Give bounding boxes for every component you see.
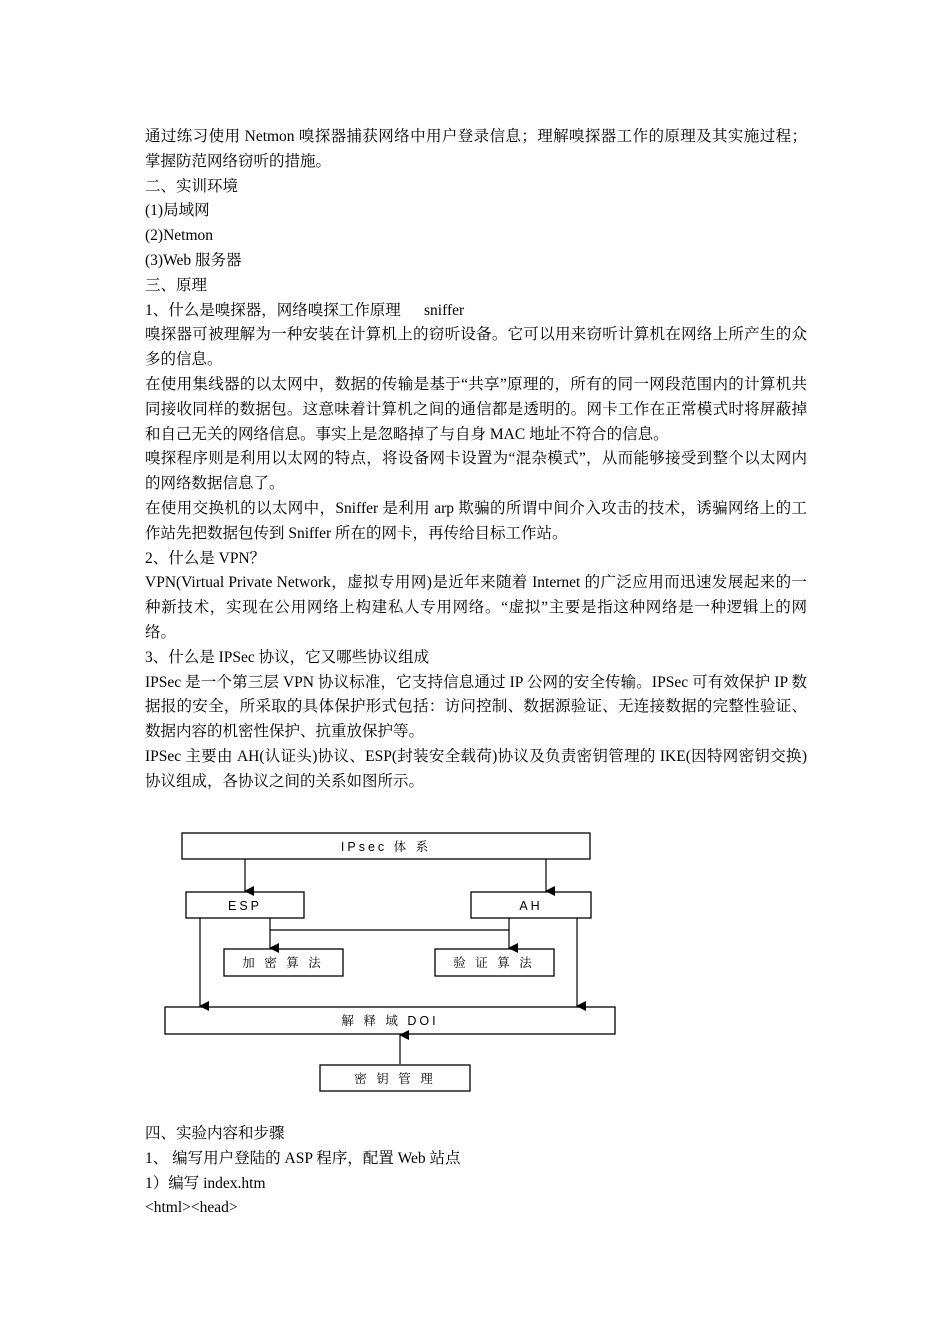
q3-paragraph-2: IPSec 主要由 AH(认证头)协议、ESP(封装安全载荷)协议及负责密钥管理的 IKE(因特网密钥交换)协议组成，各协议之间的关系如图所示。 [145,747,807,790]
section4 [145,1122,807,1221]
ipsec-diagram [145,826,625,1096]
svg-text:验 证 算 法: 验 证 算 法 [453,956,535,970]
intro-paragraph: 通过练习使用 Netmon 嗅探器捕获网络中用户登录信息；理解嗅探器工作的原理及其实施过程；掌握防范网络窃听的措施。 [145,128,807,170]
env-item-1: (1)局域网 [145,202,210,220]
env-item-3: (3)Web 服务器 [145,251,242,269]
section4-heading: 四、实验内容和步骤 [145,1125,285,1142]
step-1a: 1）编写 index.htm [145,1174,266,1192]
question-2: 2、什么是 VPN？ [145,549,266,567]
q1-paragraph-3: 嗅探程序则是利用以太网的特点，将设备网卡设置为“混杂模式”，从而能够接受到整个以太网内的网络数据信息了。 [145,450,807,493]
doi-box [165,1007,615,1034]
svg-text:ESP: ESP [227,899,263,913]
encryption-algorithm-box [224,949,343,976]
section3-heading: 三、原理 [145,276,208,294]
q1-paragraph-4: 在使用交换机的以太网中，Sniffer 是利用 arp 欺骗的所谓中间介入攻击的技术，诱骗网络上的工作站先把数据包传到 Sniffer 所在的网卡，再传给目标工作站。 [145,499,807,542]
svg-text:密 钥 管 理: 密 钥 管 理 [354,1072,436,1086]
question-1: 1、什么是嗅探器，网络嗅探工作原理 sniffer [145,301,465,319]
q2-paragraph: VPN(Virtual Private Network，虚拟专用网)是近年来随着 Internet 的广泛应用而迅速发展起来的一种新技术，实现在公用网络上构建私人专用网络。“虚拟”主要是指这种网络是一种逻辑上的网络。 [145,574,807,641]
svg-text:IPsec 体 系: IPsec 体 系 [340,840,432,854]
step-1: 1、 编写用户登陆的 ASP 程序，配置 Web 站点 [145,1149,461,1167]
question-3: 3、什么是 IPSec 协议，它又哪些协议组成 [145,648,430,666]
q3-paragraph-1: IPSec 是一个第三层 VPN 协议标准，它支持信息通过 IP 公网的安全传输。IPSec 可有效保护 IP 数据报的安全，所采取的具体保护形式包括：访问控制、数据源验证、无连接数据的完整性验证、数据内容的机密性保护、抗重放保护等。 [145,673,807,741]
code-line: <html><head> [145,1199,238,1217]
ah-box [471,892,591,918]
q1-paragraph-2: 在使用集线器的以太网中，数据的传输是基于“共享”原理的，所有的同一网段范围内的计算机共同接收同样的数据包。这意味着计算机之间的通信都是透明的。网卡工作在正常模式时将屏蔽掉和自己无关的网络信息。事实上是忽略掉了与自身 MAC 地址不符合的信息。 [145,375,807,443]
svg-text:解 释 域 DOI: 解 释 域 DOI [341,1014,439,1028]
authentication-algorithm-box [435,949,554,976]
svg-text:AH: AH [519,899,543,913]
esp-box [186,892,304,918]
ipsec-system-box [182,833,590,859]
svg-text:加 密 算 法: 加 密 算 法 [242,956,324,970]
key-management-box [320,1065,470,1091]
q1-paragraph-1: 嗅探器可被理解为一种安装在计算机上的窃听设备。它可以用来窃听计算机在网络上所产生的众多的信息。 [145,326,807,369]
document-body [145,125,807,795]
env-item-2: (2)Netmon [145,227,214,245]
section2-heading: 二、实训环境 [145,177,239,195]
